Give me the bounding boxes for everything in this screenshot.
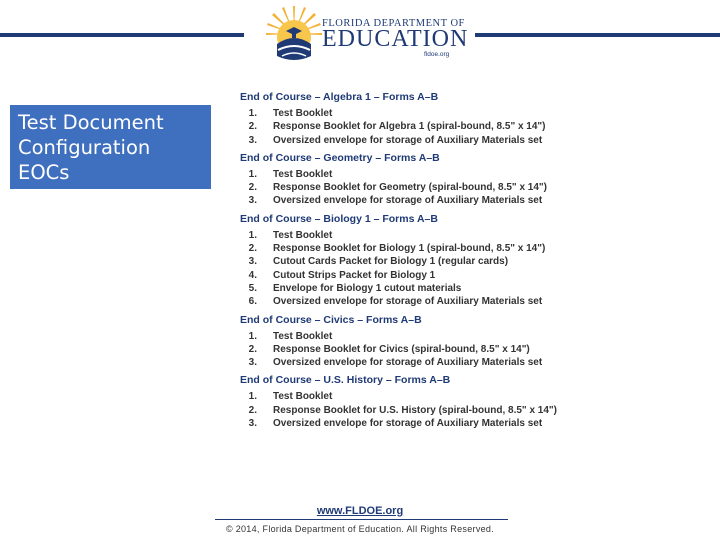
list-item: 1. Test Booklet (248, 108, 333, 119)
section-heading: End of Course – Civics – Forms A–B (240, 313, 422, 326)
section-heading: End of Course – Algebra 1 – Forms A–B (240, 91, 439, 103)
item-text: Cutout Cards Packet for Biology 1 (regular cards) (273, 256, 509, 268)
item-list (240, 107, 590, 147)
item-list (240, 168, 590, 208)
item-text: Test Booklet (273, 168, 333, 180)
item-text: Test Booklet (273, 330, 333, 342)
fldoe-logo (266, 4, 469, 66)
item-text: Response Booklet for U.S. History (spiral-bound, 8.5" x 14") (273, 404, 557, 416)
slide-title: Test Document Configuration EOCs (18, 111, 164, 184)
list-item: 5. Envelope for Biology 1 cutout materials (248, 282, 462, 294)
list-item: 2. Response Booklet for Biology 1 (spiral-bound, 8.5" x 14") (248, 243, 546, 255)
section-civics (240, 314, 590, 370)
item-text: Test Booklet (273, 108, 333, 119)
item-text: Test Booklet (273, 391, 333, 403)
list-item: 3. Oversized envelope for storage of Auxiliary Materials set (248, 134, 543, 146)
item-list (240, 229, 590, 309)
item-text: Response Booklet for Algebra 1 (spiral-bound, 8.5" x 14") (273, 121, 546, 133)
item-list (240, 330, 590, 370)
list-item: 1. Test Booklet (248, 168, 333, 180)
list-item: 2. Response Booklet for U.S. History (spiral-bound, 8.5" x 14") (248, 404, 557, 416)
item-text: Envelope for Biology 1 cutout materials (273, 282, 462, 294)
list-item: 6. Oversized envelope for storage of Auxiliary Materials set (248, 296, 543, 308)
sunburst-logo-icon (266, 4, 322, 66)
cropped-text-fragment (360, 76, 490, 82)
list-item: 2. Response Booklet for Geometry (spiral-bound, 8.5" x 14") (248, 182, 547, 194)
section-algebra (240, 91, 590, 147)
item-list (240, 390, 590, 430)
logo-text-education: EDUCATION (322, 26, 469, 52)
list-item: 3. Oversized envelope for storage of Auxiliary Materials set (248, 418, 543, 430)
list-item: 1. Test Booklet (248, 391, 333, 403)
list-item: 3. Oversized envelope for storage of Auxiliary Materials set (248, 357, 543, 369)
section-geometry (240, 152, 590, 208)
list-item: 2. Response Booklet for Civics (spiral-bound, 8.5" x 14") (248, 343, 530, 355)
logo-text-department: FLORIDA DEPARTMENT OF (322, 18, 465, 29)
section-heading: End of Course – Biology 1 – Forms A–B (240, 212, 438, 225)
section-biology (240, 213, 590, 309)
list-item: 2. Response Booklet for Algebra 1 (spiral-bound, 8.5" x 14") (248, 121, 546, 133)
list-item: 1. Test Booklet (248, 330, 333, 342)
footer-divider (215, 519, 508, 520)
logo-text-site: fldoe.org (424, 51, 450, 58)
slide-title-box (10, 105, 211, 189)
item-text: Oversized envelope for storage of Auxiliary Materials set (273, 195, 543, 207)
footer-copyright: © 2014, Florida Department of Education. All Rights Reserved. (225, 524, 495, 534)
item-text: Oversized envelope for storage of Auxiliary Materials set (273, 134, 543, 146)
item-text: Oversized envelope for storage of Auxiliary Materials set (273, 357, 543, 369)
list-item: 3. Oversized envelope for storage of Auxiliary Materials set (248, 195, 543, 207)
header-rule-left (0, 33, 244, 37)
item-text: Oversized envelope for storage of Auxiliary Materials set (273, 296, 543, 308)
item-text: Cutout Strips Packet for Biology 1 (273, 269, 436, 281)
header-rule-right (475, 33, 720, 37)
item-text: Oversized envelope for storage of Auxiliary Materials set (273, 418, 543, 430)
item-text: Test Booklet (273, 229, 333, 241)
document-content (240, 91, 590, 435)
list-item: 1. Test Booklet (248, 229, 333, 241)
item-text: Response Booklet for Biology 1 (spiral-bound, 8.5" x 14") (273, 243, 546, 255)
section-heading: End of Course – U.S. History – Forms A–B (240, 374, 451, 387)
section-us-history (240, 374, 590, 430)
footer-link[interactable]: www.FLDOE.org (316, 505, 404, 517)
section-heading: End of Course – Geometry – Forms A–B (240, 151, 440, 164)
item-text: Response Booklet for Geometry (spiral-bound, 8.5" x 14") (273, 182, 547, 194)
list-item: 4. Cutout Strips Packet for Biology 1 (248, 269, 436, 281)
list-item: 3. Cutout Cards Packet for Biology 1 (regular cards) (248, 256, 509, 268)
item-text: Response Booklet for Civics (spiral-bound, 8.5" x 14") (273, 343, 530, 355)
